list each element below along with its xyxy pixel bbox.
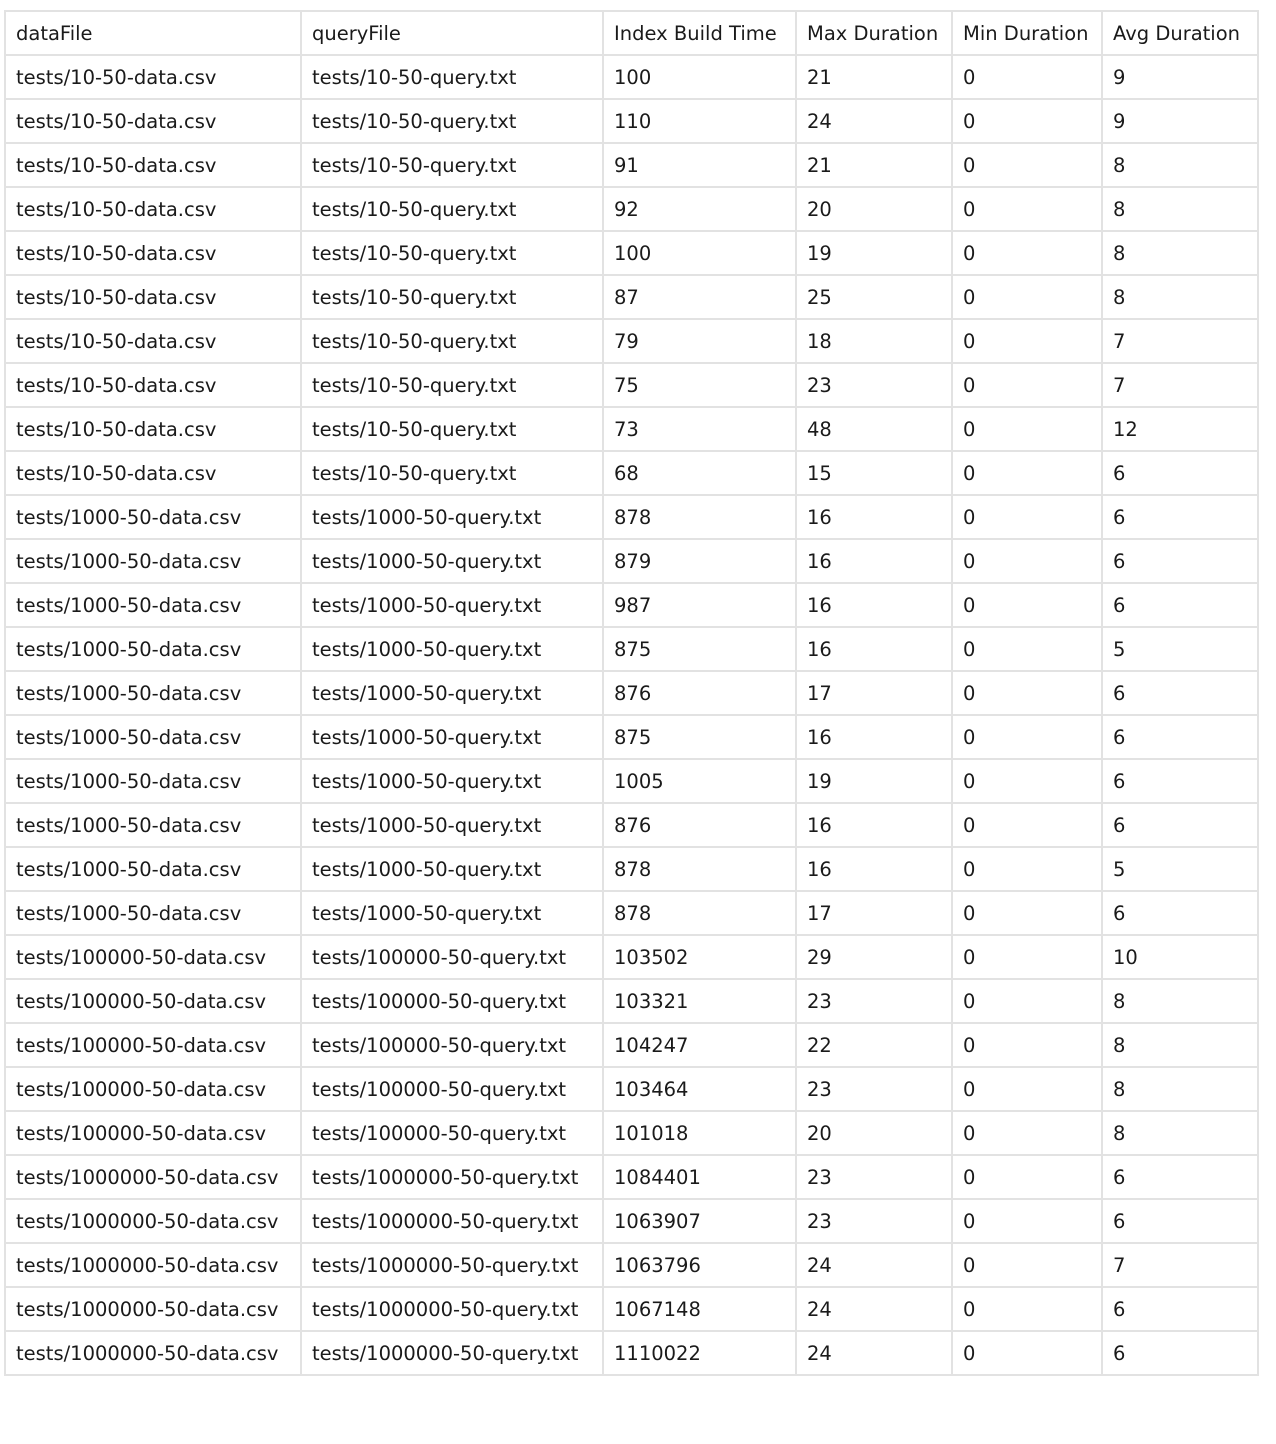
cell-avg-duration: 8 [1102,187,1258,231]
cell-index-build-time: 1084401 [603,1155,796,1199]
cell-max-duration: 21 [796,143,952,187]
cell-index-build-time: 100 [603,55,796,99]
cell-min-duration: 0 [952,671,1102,715]
cell-max-duration: 23 [796,1199,952,1243]
cell-max-duration: 19 [796,231,952,275]
cell-avg-duration: 8 [1102,1067,1258,1111]
cell-max-duration: 17 [796,891,952,935]
cell-index-build-time: 876 [603,803,796,847]
cell-min-duration: 0 [952,1287,1102,1331]
cell-queryfile: tests/10-50-query.txt [301,319,603,363]
cell-max-duration: 18 [796,319,952,363]
table-row [5,627,1258,671]
cell-queryfile: tests/1000-50-query.txt [301,583,603,627]
cell-queryfile: tests/1000-50-query.txt [301,803,603,847]
column-header-index-build-time: Index Build Time [603,11,796,55]
cell-index-build-time: 878 [603,495,796,539]
cell-min-duration: 0 [952,759,1102,803]
cell-datafile: tests/100000-50-data.csv [5,1067,301,1111]
cell-avg-duration: 6 [1102,671,1258,715]
cell-queryfile: tests/1000-50-query.txt [301,759,603,803]
cell-index-build-time: 1005 [603,759,796,803]
cell-avg-duration: 6 [1102,1199,1258,1243]
cell-max-duration: 23 [796,363,952,407]
cell-min-duration: 0 [952,1067,1102,1111]
cell-queryfile: tests/10-50-query.txt [301,363,603,407]
cell-queryfile: tests/100000-50-query.txt [301,1023,603,1067]
cell-queryfile: tests/10-50-query.txt [301,231,603,275]
cell-max-duration: 23 [796,1067,952,1111]
cell-datafile: tests/1000-50-data.csv [5,539,301,583]
cell-index-build-time: 103464 [603,1067,796,1111]
cell-queryfile: tests/10-50-query.txt [301,143,603,187]
cell-queryfile: tests/100000-50-query.txt [301,935,603,979]
table-row [5,55,1258,99]
cell-max-duration: 16 [796,803,952,847]
cell-index-build-time: 103321 [603,979,796,1023]
table-row [5,1243,1258,1287]
cell-max-duration: 20 [796,187,952,231]
cell-max-duration: 22 [796,1023,952,1067]
cell-datafile: tests/10-50-data.csv [5,363,301,407]
cell-min-duration: 0 [952,583,1102,627]
cell-min-duration: 0 [952,231,1102,275]
cell-min-duration: 0 [952,803,1102,847]
cell-min-duration: 0 [952,275,1102,319]
table-row [5,979,1258,1023]
cell-datafile: tests/10-50-data.csv [5,55,301,99]
cell-min-duration: 0 [952,99,1102,143]
cell-min-duration: 0 [952,495,1102,539]
cell-queryfile: tests/100000-50-query.txt [301,979,603,1023]
cell-queryfile: tests/10-50-query.txt [301,275,603,319]
cell-queryfile: tests/10-50-query.txt [301,407,603,451]
table-row [5,803,1258,847]
cell-min-duration: 0 [952,1155,1102,1199]
cell-index-build-time: 110 [603,99,796,143]
cell-avg-duration: 7 [1102,319,1258,363]
cell-max-duration: 29 [796,935,952,979]
cell-min-duration: 0 [952,55,1102,99]
cell-min-duration: 0 [952,715,1102,759]
cell-avg-duration: 8 [1102,143,1258,187]
header-row [5,11,1258,55]
table-row [5,539,1258,583]
cell-queryfile: tests/1000-50-query.txt [301,715,603,759]
cell-queryfile: tests/10-50-query.txt [301,187,603,231]
cell-datafile: tests/10-50-data.csv [5,231,301,275]
table-row [5,1067,1258,1111]
cell-min-duration: 0 [952,1111,1102,1155]
cell-datafile: tests/1000000-50-data.csv [5,1331,301,1375]
cell-max-duration: 16 [796,539,952,583]
cell-min-duration: 0 [952,143,1102,187]
cell-queryfile: tests/1000000-50-query.txt [301,1287,603,1331]
column-header-min-duration: Min Duration [952,11,1102,55]
table-row [5,583,1258,627]
table-row [5,1331,1258,1375]
table-row [5,715,1258,759]
cell-avg-duration: 6 [1102,451,1258,495]
cell-avg-duration: 6 [1102,1331,1258,1375]
cell-min-duration: 0 [952,187,1102,231]
cell-max-duration: 24 [796,1287,952,1331]
cell-queryfile: tests/10-50-query.txt [301,451,603,495]
cell-index-build-time: 875 [603,627,796,671]
cell-min-duration: 0 [952,979,1102,1023]
cell-min-duration: 0 [952,1243,1102,1287]
cell-min-duration: 0 [952,935,1102,979]
cell-index-build-time: 103502 [603,935,796,979]
cell-min-duration: 0 [952,319,1102,363]
cell-datafile: tests/1000-50-data.csv [5,759,301,803]
cell-datafile: tests/10-50-data.csv [5,143,301,187]
cell-index-build-time: 101018 [603,1111,796,1155]
cell-avg-duration: 6 [1102,539,1258,583]
table-row [5,407,1258,451]
cell-index-build-time: 68 [603,451,796,495]
table-row [5,451,1258,495]
cell-datafile: tests/10-50-data.csv [5,407,301,451]
cell-queryfile: tests/1000-50-query.txt [301,847,603,891]
table-row [5,231,1258,275]
results-table-container [4,10,1259,1376]
cell-datafile: tests/10-50-data.csv [5,187,301,231]
table-row [5,1155,1258,1199]
cell-datafile: tests/1000-50-data.csv [5,715,301,759]
cell-queryfile: tests/10-50-query.txt [301,55,603,99]
cell-max-duration: 20 [796,1111,952,1155]
cell-datafile: tests/100000-50-data.csv [5,1023,301,1067]
cell-index-build-time: 1063796 [603,1243,796,1287]
cell-max-duration: 23 [796,979,952,1023]
cell-queryfile: tests/1000-50-query.txt [301,495,603,539]
column-header-max-duration: Max Duration [796,11,952,55]
cell-index-build-time: 1110022 [603,1331,796,1375]
column-header-datafile: dataFile [5,11,301,55]
table-row [5,1111,1258,1155]
cell-avg-duration: 8 [1102,275,1258,319]
cell-index-build-time: 75 [603,363,796,407]
table-row [5,143,1258,187]
cell-avg-duration: 9 [1102,99,1258,143]
cell-index-build-time: 87 [603,275,796,319]
results-table [4,10,1259,1376]
cell-avg-duration: 8 [1102,979,1258,1023]
cell-queryfile: tests/1000000-50-query.txt [301,1331,603,1375]
cell-datafile: tests/1000-50-data.csv [5,583,301,627]
cell-max-duration: 21 [796,55,952,99]
cell-queryfile: tests/1000-50-query.txt [301,671,603,715]
cell-max-duration: 16 [796,715,952,759]
cell-avg-duration: 7 [1102,1243,1258,1287]
column-header-queryfile: queryFile [301,11,603,55]
cell-avg-duration: 6 [1102,803,1258,847]
cell-max-duration: 16 [796,495,952,539]
cell-queryfile: tests/10-50-query.txt [301,99,603,143]
cell-index-build-time: 92 [603,187,796,231]
cell-max-duration: 24 [796,99,952,143]
cell-queryfile: tests/100000-50-query.txt [301,1111,603,1155]
table-row [5,1287,1258,1331]
table-header [5,11,1258,55]
table-row [5,891,1258,935]
cell-max-duration: 16 [796,627,952,671]
cell-datafile: tests/1000-50-data.csv [5,847,301,891]
cell-datafile: tests/10-50-data.csv [5,451,301,495]
cell-index-build-time: 73 [603,407,796,451]
cell-avg-duration: 6 [1102,1155,1258,1199]
table-row [5,935,1258,979]
cell-queryfile: tests/1000-50-query.txt [301,539,603,583]
cell-datafile: tests/10-50-data.csv [5,99,301,143]
cell-max-duration: 16 [796,583,952,627]
table-row [5,275,1258,319]
cell-datafile: tests/1000000-50-data.csv [5,1287,301,1331]
cell-avg-duration: 12 [1102,407,1258,451]
table-row [5,759,1258,803]
cell-queryfile: tests/1000-50-query.txt [301,627,603,671]
cell-index-build-time: 1063907 [603,1199,796,1243]
cell-index-build-time: 876 [603,671,796,715]
cell-index-build-time: 878 [603,847,796,891]
cell-min-duration: 0 [952,1199,1102,1243]
cell-queryfile: tests/1000000-50-query.txt [301,1243,603,1287]
cell-max-duration: 24 [796,1331,952,1375]
cell-avg-duration: 8 [1102,1111,1258,1155]
table-row [5,363,1258,407]
cell-avg-duration: 6 [1102,495,1258,539]
cell-min-duration: 0 [952,451,1102,495]
cell-queryfile: tests/1000-50-query.txt [301,891,603,935]
cell-avg-duration: 6 [1102,583,1258,627]
cell-avg-duration: 6 [1102,891,1258,935]
cell-max-duration: 48 [796,407,952,451]
cell-avg-duration: 9 [1102,55,1258,99]
cell-datafile: tests/1000-50-data.csv [5,803,301,847]
cell-min-duration: 0 [952,847,1102,891]
cell-index-build-time: 987 [603,583,796,627]
cell-index-build-time: 104247 [603,1023,796,1067]
table-row [5,847,1258,891]
cell-min-duration: 0 [952,891,1102,935]
cell-avg-duration: 5 [1102,627,1258,671]
cell-avg-duration: 6 [1102,1287,1258,1331]
cell-index-build-time: 875 [603,715,796,759]
cell-min-duration: 0 [952,407,1102,451]
cell-index-build-time: 1067148 [603,1287,796,1331]
cell-max-duration: 15 [796,451,952,495]
cell-datafile: tests/100000-50-data.csv [5,979,301,1023]
cell-datafile: tests/1000000-50-data.csv [5,1243,301,1287]
table-row [5,1199,1258,1243]
cell-datafile: tests/1000000-50-data.csv [5,1155,301,1199]
table-body [5,55,1258,1375]
cell-datafile: tests/1000-50-data.csv [5,671,301,715]
cell-datafile: tests/1000000-50-data.csv [5,1199,301,1243]
cell-datafile: tests/100000-50-data.csv [5,935,301,979]
cell-max-duration: 19 [796,759,952,803]
cell-queryfile: tests/1000000-50-query.txt [301,1199,603,1243]
cell-queryfile: tests/1000000-50-query.txt [301,1155,603,1199]
table-row [5,671,1258,715]
cell-max-duration: 17 [796,671,952,715]
cell-datafile: tests/1000-50-data.csv [5,627,301,671]
cell-avg-duration: 8 [1102,231,1258,275]
table-row [5,319,1258,363]
cell-max-duration: 16 [796,847,952,891]
cell-datafile: tests/1000-50-data.csv [5,891,301,935]
cell-avg-duration: 6 [1102,715,1258,759]
cell-min-duration: 0 [952,1331,1102,1375]
cell-min-duration: 0 [952,539,1102,583]
cell-max-duration: 23 [796,1155,952,1199]
cell-avg-duration: 8 [1102,1023,1258,1067]
table-row [5,99,1258,143]
cell-datafile: tests/10-50-data.csv [5,319,301,363]
cell-datafile: tests/1000-50-data.csv [5,495,301,539]
cell-datafile: tests/10-50-data.csv [5,275,301,319]
cell-avg-duration: 7 [1102,363,1258,407]
cell-queryfile: tests/100000-50-query.txt [301,1067,603,1111]
cell-min-duration: 0 [952,363,1102,407]
column-header-avg-duration: Avg Duration [1102,11,1258,55]
cell-avg-duration: 5 [1102,847,1258,891]
cell-index-build-time: 879 [603,539,796,583]
cell-index-build-time: 878 [603,891,796,935]
cell-avg-duration: 6 [1102,759,1258,803]
cell-index-build-time: 100 [603,231,796,275]
cell-avg-duration: 10 [1102,935,1258,979]
table-row [5,495,1258,539]
table-row [5,1023,1258,1067]
table-row [5,187,1258,231]
cell-max-duration: 25 [796,275,952,319]
cell-min-duration: 0 [952,1023,1102,1067]
cell-min-duration: 0 [952,627,1102,671]
cell-datafile: tests/100000-50-data.csv [5,1111,301,1155]
cell-max-duration: 24 [796,1243,952,1287]
cell-index-build-time: 91 [603,143,796,187]
cell-index-build-time: 79 [603,319,796,363]
